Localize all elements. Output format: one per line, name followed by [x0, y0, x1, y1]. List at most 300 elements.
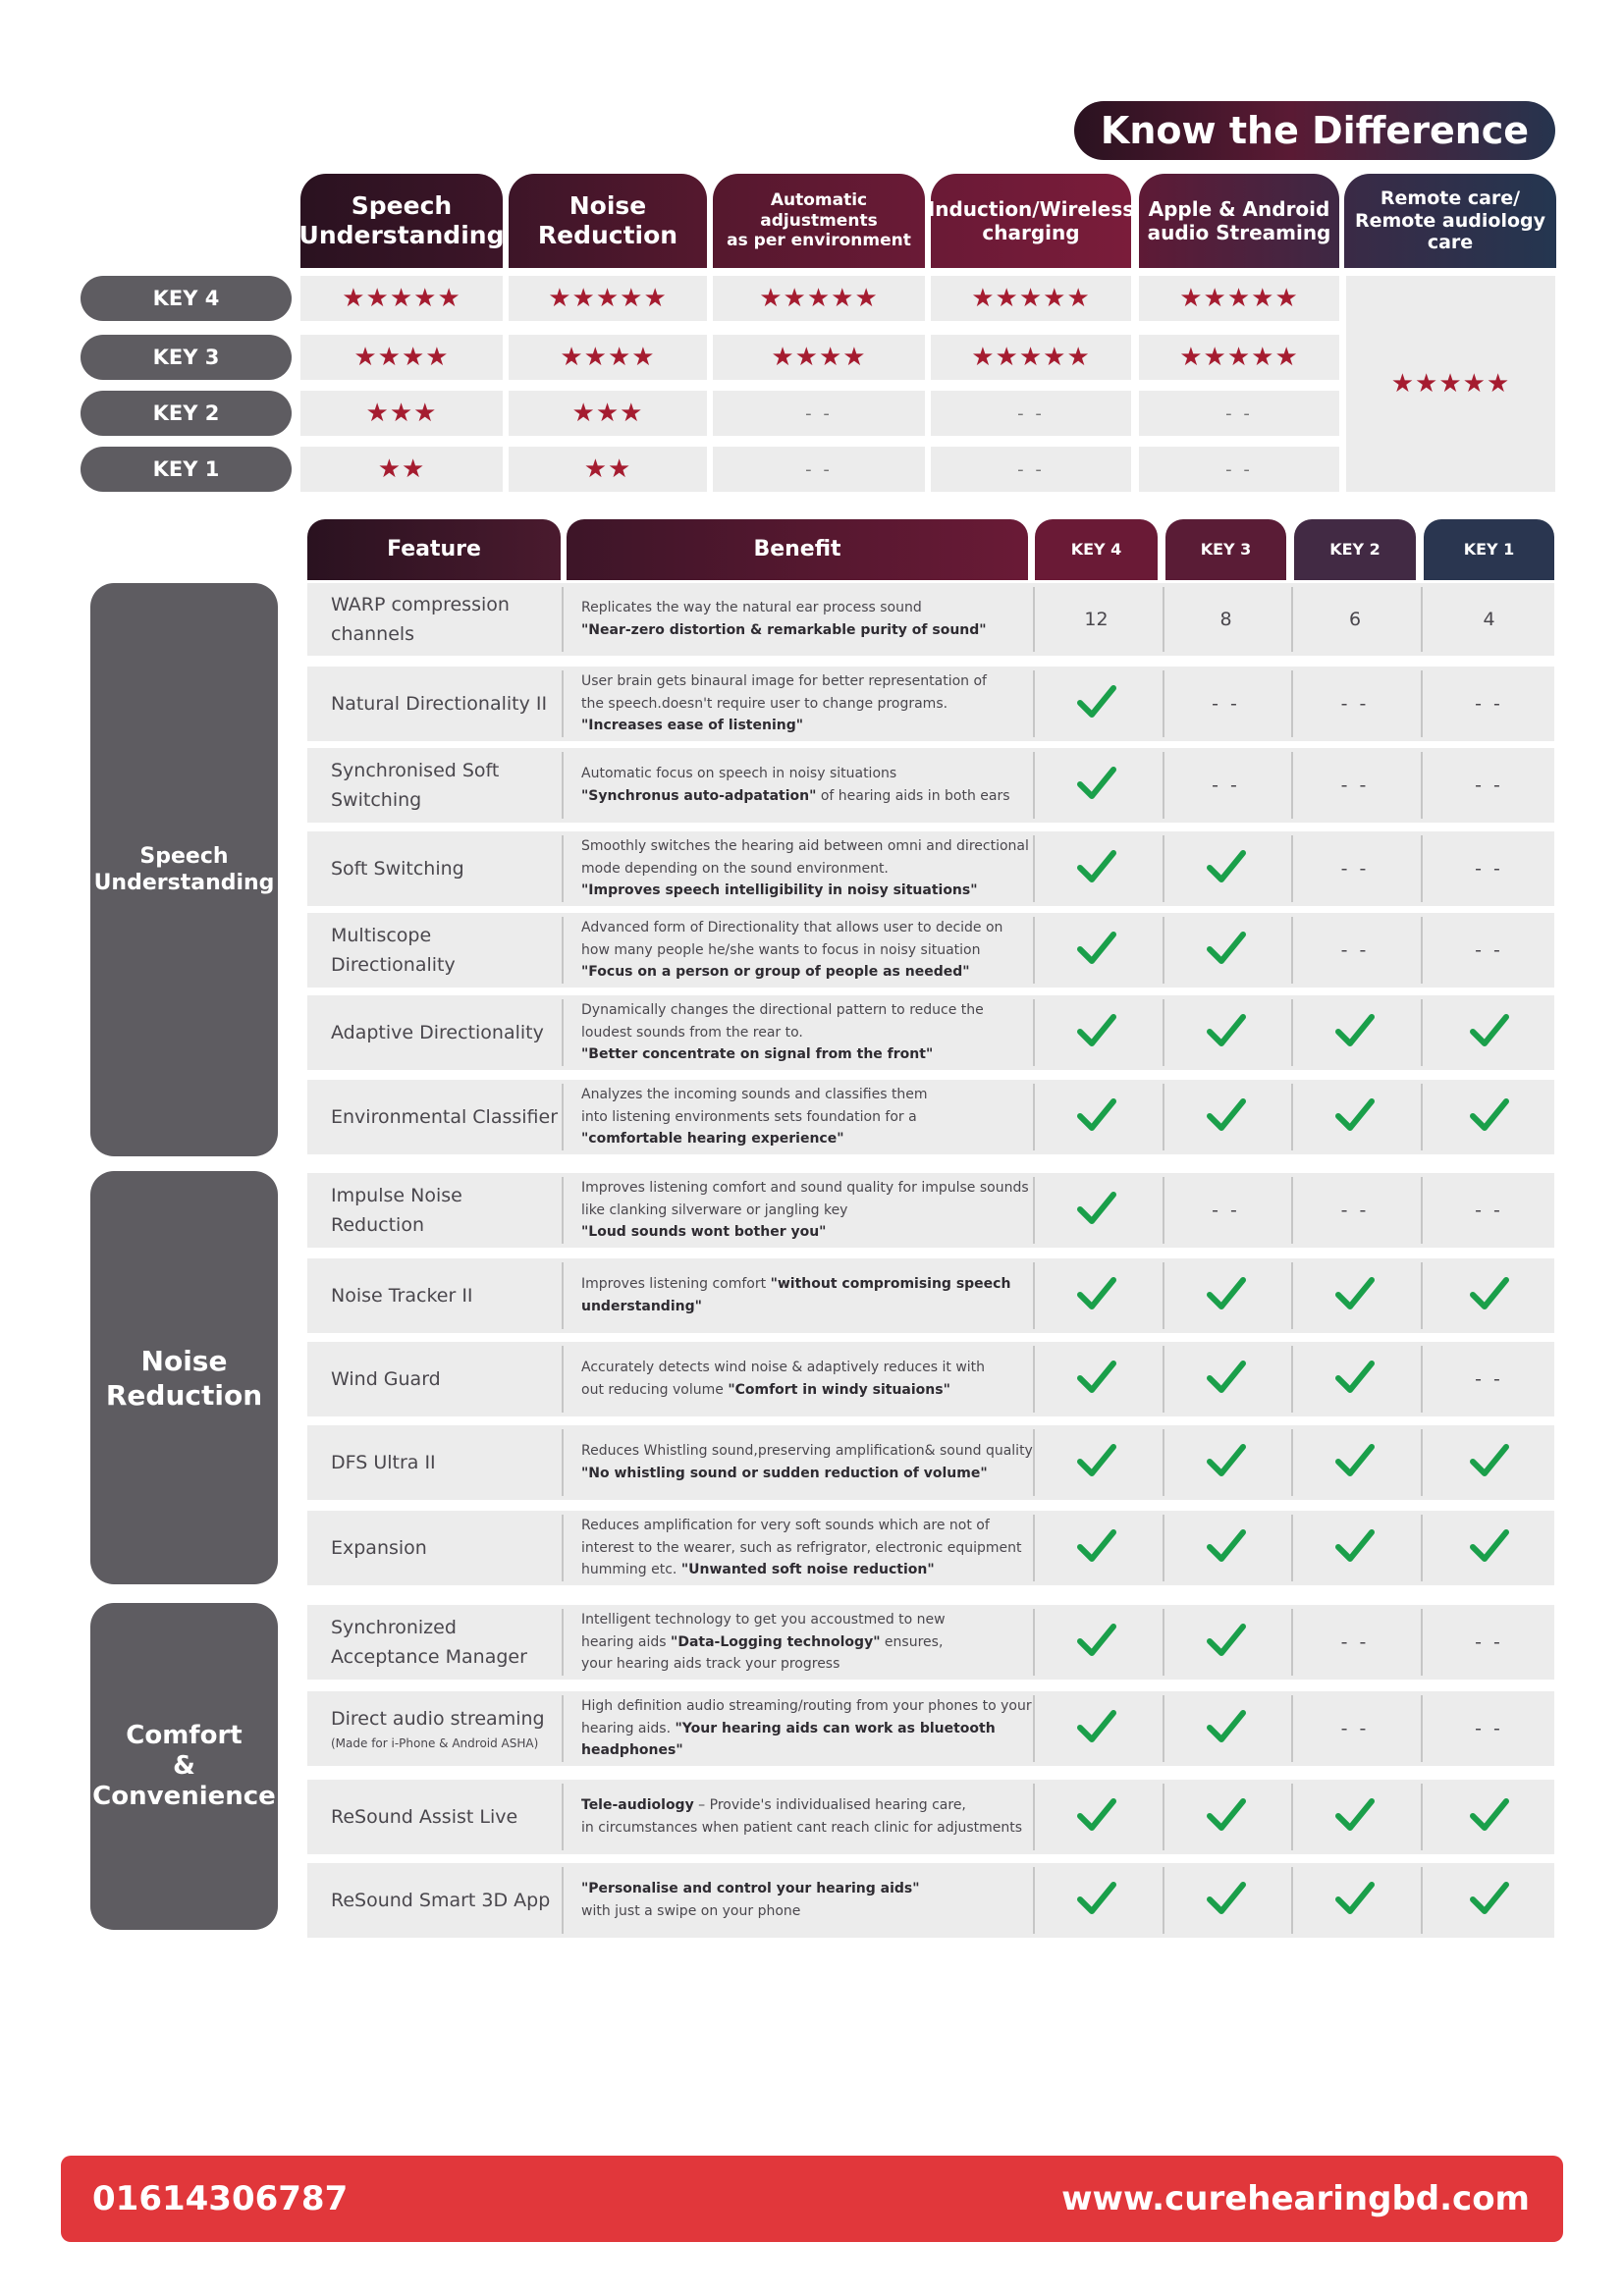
benefit-row — [581, 1609, 1037, 1631]
rating-cell — [931, 276, 1131, 321]
column-divider — [1163, 1262, 1164, 1329]
feature-text: Impulse Noise Reduction — [331, 1184, 462, 1236]
benefit-highlight: "Near-zero distortion & remarkable purity of sound" — [581, 622, 987, 638]
check-icon — [1207, 1623, 1246, 1662]
column-divider — [1421, 1867, 1423, 1934]
feature-text: WARP compression channels — [331, 593, 510, 645]
key-cell — [1294, 667, 1416, 741]
col-header-auto — [713, 174, 925, 268]
column-divider — [1163, 1609, 1164, 1676]
benefit-line: Reduces Whistling sound,preserving amplification& sound quality — [581, 1443, 1033, 1460]
benefit-line: loudest sounds from the rear to. — [581, 1024, 803, 1041]
benefit-text — [568, 1342, 1037, 1416]
column-divider — [562, 1867, 564, 1934]
not-available-dash: - - — [1212, 1200, 1240, 1221]
feature-text: Direct audio streaming — [331, 1708, 545, 1731]
benefit-highlight: "No whistling sound or sudden reduction of volume" — [581, 1466, 988, 1481]
column-divider — [1291, 1346, 1293, 1413]
benefit-line: in circumstances when patient cant reach clinic for adjustments — [581, 1820, 1023, 1836]
check-icon — [1207, 1276, 1246, 1315]
not-available-dash: - - — [1340, 1718, 1370, 1739]
rating-cell — [1139, 276, 1339, 321]
column-divider — [1163, 1346, 1164, 1413]
rating-cell — [713, 447, 925, 492]
benefit-row — [581, 880, 1037, 902]
check-icon — [1335, 1360, 1375, 1399]
rating-cell — [509, 335, 707, 380]
feature-label — [331, 854, 464, 883]
key-cell — [1424, 1863, 1554, 1938]
check-icon — [1077, 931, 1116, 970]
not-available-dash: - - — [1340, 693, 1370, 715]
benefit-line: mode depending on the sound environment. — [581, 860, 889, 877]
not-available-dash: - - — [1475, 858, 1503, 880]
feature-name — [307, 1605, 561, 1680]
column-divider — [1291, 1695, 1293, 1762]
col-header-speech — [300, 174, 503, 268]
column-divider — [1163, 1784, 1164, 1850]
feature-label — [331, 1613, 561, 1673]
benefit-row — [581, 763, 1037, 785]
check-icon — [1335, 1797, 1375, 1837]
benefit-row — [581, 1653, 1037, 1676]
col-header-label: Noise Reduction — [537, 191, 678, 249]
benefit-line: Dynamically changes the directional pattern to reduce the — [581, 1001, 984, 1018]
check-icon — [1077, 849, 1116, 888]
check-icon — [1335, 1276, 1375, 1315]
column-divider — [1163, 1695, 1164, 1762]
feature-name — [307, 583, 561, 656]
check-icon — [1077, 1797, 1116, 1837]
column-divider — [1163, 835, 1164, 902]
feature-name — [307, 1691, 561, 1766]
benefit-row — [581, 999, 1037, 1022]
feature-text: ReSound Smart 3D App — [331, 1889, 551, 1911]
star-rating: ★★★★ — [353, 343, 450, 372]
benefit-row — [581, 1084, 1037, 1106]
check-icon — [1470, 1013, 1509, 1052]
feature-label — [331, 1181, 561, 1241]
header-key1: KEY 1 — [1424, 519, 1554, 580]
column-divider — [1421, 1346, 1423, 1413]
key-cell — [1165, 1863, 1286, 1938]
benefit-line: – Provide's individualised hearing care, — [693, 1797, 966, 1814]
key-cell — [1165, 913, 1286, 988]
check-icon — [1207, 1709, 1246, 1748]
column-divider — [1163, 917, 1164, 984]
check-icon — [1470, 1276, 1509, 1315]
key-cell — [1294, 1511, 1416, 1585]
key-label-3: KEY 3 — [81, 335, 292, 380]
feature-text: ReSound Assist Live — [331, 1805, 518, 1828]
check-icon — [1077, 1623, 1116, 1662]
not-available-dash: - - — [1225, 458, 1253, 480]
column-divider — [562, 752, 564, 819]
key-cell — [1294, 1080, 1416, 1154]
check-icon — [1470, 1797, 1509, 1837]
check-icon — [1207, 1360, 1246, 1399]
check-icon — [1470, 1881, 1509, 1920]
column-divider — [1291, 1429, 1293, 1496]
rating-cell — [300, 276, 503, 321]
column-divider — [1421, 1177, 1423, 1244]
column-divider — [1421, 1429, 1423, 1496]
benefit-highlight: "Focus on a person or group of people as needed" — [581, 964, 970, 981]
row-divider — [300, 323, 1339, 329]
key-cell — [1424, 583, 1554, 656]
header-key3: KEY 3 — [1165, 519, 1286, 580]
star-rating: ★★★★★ — [548, 284, 668, 313]
key-cell — [1424, 831, 1554, 906]
rating-cell — [931, 391, 1131, 436]
benefit-row — [581, 1128, 1037, 1150]
key-cell — [1424, 1691, 1554, 1766]
column-divider — [1421, 1262, 1423, 1329]
column-divider — [562, 1177, 564, 1244]
benefit-line: like clanking silverware or jangling key — [581, 1201, 848, 1218]
benefit-highlight: "Synchronus auto-adpatation" — [581, 788, 817, 804]
benefit-text — [568, 1258, 1037, 1333]
benefit-line: Reduces amplification for very soft sounds which are not of — [581, 1517, 990, 1533]
key-cell — [1424, 1080, 1554, 1154]
benefit-text — [568, 1080, 1037, 1154]
feature-name — [307, 995, 561, 1070]
benefit-row — [581, 1379, 1037, 1402]
feature-label — [331, 1364, 441, 1394]
benefit-row — [581, 835, 1037, 858]
column-divider — [562, 587, 564, 652]
col-header-remote — [1344, 174, 1556, 268]
benefit-row — [581, 670, 1037, 693]
star-rating: ★★★★★ — [1179, 284, 1299, 313]
key-cell — [1035, 667, 1158, 741]
benefit-line: Advanced form of Directionality that allows user to decide on — [581, 919, 1003, 935]
feature-name — [307, 667, 561, 741]
not-available-dash: - - — [1017, 458, 1045, 480]
feature-label — [331, 1886, 550, 1915]
benefit-line: out reducing volume — [581, 1382, 729, 1398]
star-rating: ★★★ — [365, 399, 438, 428]
benefit-row — [581, 1357, 1037, 1379]
feature-text: Soft Switching — [331, 857, 464, 880]
star-rating: ★★ — [377, 454, 426, 484]
star-rating: ★★★★★ — [971, 343, 1091, 372]
not-available-dash: - - — [1340, 774, 1370, 796]
benefit-line: with just a swipe on your phone — [581, 1903, 801, 1919]
star-rating: ★★★★★ — [971, 284, 1091, 313]
column-divider — [1291, 752, 1293, 819]
key-cell — [1165, 1425, 1286, 1500]
check-icon — [1335, 1443, 1375, 1482]
feature-name — [307, 748, 561, 823]
feature-label — [331, 1533, 427, 1563]
key-cell — [1165, 995, 1286, 1070]
key-cell — [1424, 1173, 1554, 1248]
column-divider — [1163, 1867, 1164, 1934]
benefit-row — [581, 1463, 1037, 1485]
rating-cell — [1139, 391, 1339, 436]
benefit-highlight: "comfortable hearing experience" — [581, 1131, 844, 1148]
benefit-line: hearing aids. — [581, 1720, 676, 1736]
check-icon — [1077, 1528, 1116, 1568]
benefit-highlight: "Increases ease of listening" — [581, 718, 804, 734]
feature-name — [307, 831, 561, 906]
column-divider — [1163, 1177, 1164, 1244]
benefit-row — [581, 1106, 1037, 1129]
key-label-1: KEY 1 — [81, 447, 292, 492]
feature-name — [307, 1173, 561, 1248]
key-cell — [1294, 1342, 1416, 1416]
benefit-text — [568, 1780, 1037, 1854]
rating-cell — [509, 276, 707, 321]
header-benefit: Benefit — [567, 519, 1028, 580]
header-feature: Feature — [307, 519, 561, 580]
column-divider — [1291, 1262, 1293, 1329]
key-cell — [1294, 1605, 1416, 1680]
key-cell — [1035, 913, 1158, 988]
star-rating: ★★★ — [571, 399, 644, 428]
key-cell — [1165, 1511, 1286, 1585]
feature-label — [331, 1281, 473, 1310]
column-divider — [1291, 1084, 1293, 1150]
column-divider — [1291, 1515, 1293, 1581]
key-cell — [1424, 748, 1554, 823]
rating-cell — [931, 447, 1131, 492]
page-title: Know the Difference — [1074, 101, 1555, 160]
benefit-text — [568, 748, 1037, 823]
not-available-dash: - - — [1212, 693, 1240, 715]
benefit-line: Accurately detects wind noise & adaptively reduces it with — [581, 1360, 986, 1376]
website-link[interactable]: www.curehearingbd.com — [1061, 2179, 1530, 2218]
column-divider — [562, 1515, 564, 1581]
column-divider — [1291, 670, 1293, 737]
key-cell — [1035, 1511, 1158, 1585]
benefit-highlight: Tele-audiology — [581, 1797, 694, 1814]
key-cell — [1035, 995, 1158, 1070]
benefit-row — [581, 785, 1037, 808]
column-divider — [562, 1346, 564, 1413]
not-available-dash: - - — [1340, 858, 1370, 880]
benefit-row — [581, 1900, 1037, 1923]
key-cell — [1294, 1425, 1416, 1500]
benefit-line: User brain gets binaural image for better representation of — [581, 672, 987, 689]
key-cell — [1035, 1173, 1158, 1248]
col-header-label: Apple & Android audio Streaming — [1147, 197, 1331, 244]
not-available-dash: - - — [1475, 939, 1503, 961]
key-cell — [1035, 1258, 1158, 1333]
header-key4: KEY 4 — [1035, 519, 1158, 580]
feature-text: Wind Guard — [331, 1367, 441, 1390]
benefit-text — [568, 1173, 1037, 1248]
benefit-tail: ensures, — [880, 1633, 944, 1650]
column-divider — [1421, 1695, 1423, 1762]
key-cell — [1165, 1080, 1286, 1154]
key-cell — [1165, 1258, 1286, 1333]
benefit-highlight: "Better concentrate on signal from the front" — [581, 1046, 934, 1063]
rating-cell — [1139, 335, 1339, 380]
column-divider — [1163, 1515, 1164, 1581]
key-cell — [1294, 748, 1416, 823]
benefit-text — [568, 831, 1037, 906]
column-divider — [562, 917, 564, 984]
row-divider — [300, 382, 1339, 388]
check-icon — [1077, 1013, 1116, 1052]
column-divider — [562, 1084, 564, 1150]
check-icon — [1077, 1443, 1116, 1482]
not-available-dash: - - — [1475, 693, 1503, 715]
key-cell — [1294, 995, 1416, 1070]
benefit-line: Replicates the way the natural ear process sound — [581, 600, 922, 616]
key-cell — [1165, 748, 1286, 823]
col-header-streaming — [1139, 174, 1339, 268]
rating-cell — [300, 447, 503, 492]
feature-name — [307, 1080, 561, 1154]
benefit-highlight: "Your hearing aids can work as bluetooth headphones" — [581, 1720, 996, 1759]
check-icon — [1470, 1097, 1509, 1137]
check-icon — [1077, 684, 1116, 723]
feature-name — [307, 1425, 561, 1500]
feature-name — [307, 1511, 561, 1585]
column-divider — [1421, 1609, 1423, 1676]
benefit-row — [581, 1559, 1037, 1581]
star-rating: ★★★★ — [560, 343, 656, 372]
check-icon — [1077, 1191, 1116, 1230]
key-cell — [1035, 748, 1158, 823]
benefit-row — [581, 1631, 1037, 1654]
feature-label — [331, 1802, 517, 1832]
not-available-dash: - - — [1340, 939, 1370, 961]
not-available-dash: - - — [1475, 774, 1503, 796]
benefit-line: interest to the wearer, such as refrigrator, electronic equipment — [581, 1539, 1022, 1556]
column-divider — [1421, 835, 1423, 902]
key-cell — [1165, 1342, 1286, 1416]
key-cell — [1424, 995, 1554, 1070]
key-cell — [1035, 1080, 1158, 1154]
check-icon — [1207, 1443, 1246, 1482]
key-cell — [1424, 1258, 1554, 1333]
benefit-row — [581, 1817, 1037, 1840]
column-divider — [1163, 752, 1164, 819]
benefit-line: hearing aids — [581, 1633, 672, 1650]
benefit-text — [568, 667, 1037, 741]
key-cell — [1035, 1425, 1158, 1500]
benefit-tail: of hearing aids in both ears — [816, 788, 1010, 804]
check-icon — [1335, 1528, 1375, 1568]
column-divider — [562, 670, 564, 737]
check-icon — [1470, 1443, 1509, 1482]
key-cell — [1294, 913, 1416, 988]
column-divider — [562, 1695, 564, 1762]
key-cell — [1165, 831, 1286, 906]
column-divider — [1163, 999, 1164, 1066]
key-cell — [1035, 1863, 1158, 1938]
check-icon — [1207, 1881, 1246, 1920]
section-noise-reduction: Noise Reduction — [90, 1171, 278, 1584]
benefit-row — [581, 1794, 1037, 1817]
channel-count: 4 — [1483, 609, 1495, 630]
benefit-row — [581, 1537, 1037, 1560]
benefit-highlight: "Comfort in windy situaions" — [728, 1382, 950, 1398]
feature-text: Noise Tracker II — [331, 1284, 473, 1307]
check-icon — [1207, 1528, 1246, 1568]
rating-cell — [713, 391, 925, 436]
key-cell — [1424, 1780, 1554, 1854]
not-available-dash: - - — [805, 458, 833, 480]
col-header-label: Automatic adjustments as per environment — [727, 190, 911, 251]
rating-cell — [300, 391, 503, 436]
col-header-label: Induction/Wireless charging — [927, 197, 1135, 244]
not-available-dash: - - — [805, 402, 833, 424]
benefit-line: Improves listening comfort — [581, 1276, 771, 1293]
column-divider — [562, 1609, 564, 1676]
benefit-line: Improves listening comfort and sound quality for impulse sounds — [581, 1179, 1029, 1196]
benefit-highlight: "Personalise and control your hearing aids" — [581, 1881, 920, 1897]
key-cell — [1035, 1342, 1158, 1416]
column-divider — [1421, 670, 1423, 737]
channel-count: 12 — [1084, 609, 1109, 630]
benefit-line: Intelligent technology to get you accoustmed to new — [581, 1611, 946, 1628]
rating-cell — [300, 335, 503, 380]
col-header-noise — [509, 174, 707, 268]
footer-bar — [61, 2156, 1563, 2242]
col-header-induction — [927, 174, 1135, 268]
column-divider — [1163, 1429, 1164, 1496]
feature-label — [331, 756, 561, 816]
star-rating: ★★★★★ — [1390, 369, 1511, 399]
benefit-highlight: "without compromising speech understanding" — [581, 1276, 1011, 1314]
check-icon — [1470, 1528, 1509, 1568]
key-cell — [1165, 667, 1286, 741]
benefit-row — [581, 1440, 1037, 1463]
rating-cell — [1139, 447, 1339, 492]
key-cell — [1165, 1605, 1286, 1680]
column-divider — [1163, 587, 1164, 652]
check-icon — [1077, 1360, 1116, 1399]
check-icon — [1077, 1097, 1116, 1137]
benefit-text — [568, 1691, 1037, 1766]
benefit-row — [581, 1273, 1037, 1317]
check-icon — [1077, 1276, 1116, 1315]
not-available-dash: - - — [1475, 1631, 1503, 1653]
feature-label — [331, 1018, 544, 1047]
feature-label — [331, 1448, 436, 1477]
column-divider — [1291, 1177, 1293, 1244]
key-cell — [1035, 831, 1158, 906]
feature-text: Adaptive Directionality — [331, 1021, 544, 1043]
feature-label — [331, 921, 561, 981]
feature-label — [331, 689, 547, 719]
benefit-highlight: "Unwanted soft noise reduction" — [680, 1562, 935, 1578]
benefit-row — [581, 1043, 1037, 1066]
benefit-row — [581, 1718, 1037, 1762]
column-divider — [1421, 587, 1423, 652]
column-divider — [1291, 1609, 1293, 1676]
check-icon — [1207, 1797, 1246, 1837]
key-cell — [1294, 1780, 1416, 1854]
section-comfort-convenience: Comfort & Convenience — [90, 1603, 278, 1930]
benefit-row — [581, 917, 1037, 939]
check-icon — [1335, 1097, 1375, 1137]
key-cell — [1294, 1173, 1416, 1248]
benefit-row — [581, 597, 1037, 619]
benefit-text — [568, 583, 1037, 656]
column-divider — [1163, 670, 1164, 737]
benefit-row — [581, 1695, 1037, 1718]
benefit-line: Smoothly switches the hearing aid between omni and directional — [581, 837, 1029, 854]
not-available-dash: - - — [1475, 1718, 1503, 1739]
key-cell — [1165, 1691, 1286, 1766]
phone-number[interactable]: 01614306787 — [92, 2179, 349, 2218]
